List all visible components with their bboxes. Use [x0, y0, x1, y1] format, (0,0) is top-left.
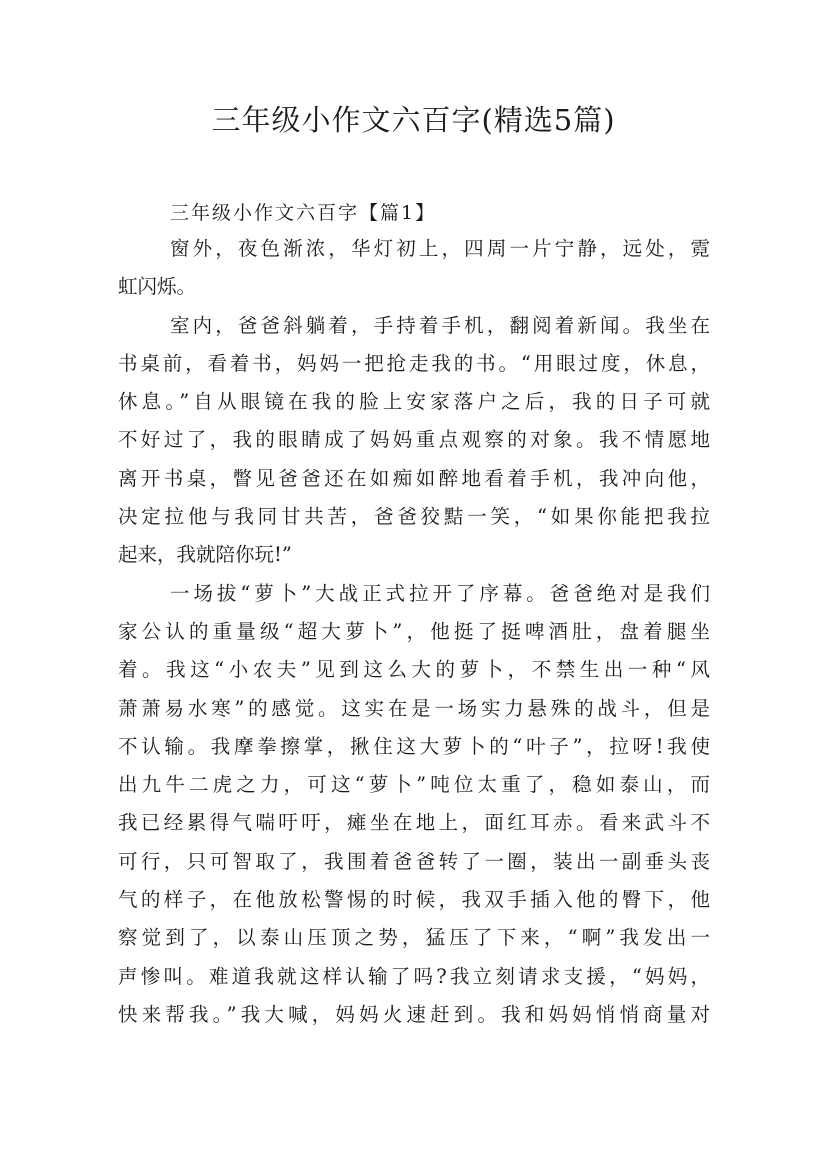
- text-line: 声惨叫。难道我就这样认输了吗?我立刻请求支援，“妈妈，: [118, 964, 710, 988]
- text-line: 虹闪烁。: [118, 275, 197, 299]
- document-body: [118, 196, 710, 1034]
- text-line: 起来，我就陪你玩!”: [118, 543, 292, 567]
- text-line: 家公认的重量级“超大萝卜”，他挺了挺啤酒肚，盘着腿坐: [118, 619, 710, 643]
- text-line: 不好过了，我的眼睛成了妈妈重点观察的对象。我不情愿地: [118, 428, 710, 452]
- text-line: 离开书桌，瞥见爸爸还在如痴如醉地看着手机，我冲向他，: [118, 466, 710, 490]
- text-line: 书桌前，看着书，妈妈一把抢走我的书。“用眼过度，休息，: [118, 351, 710, 375]
- text-line: 出九牛二虎之力，可这“萝卜”吨位太重了，稳如泰山，而: [118, 773, 710, 797]
- text-line: 着。我这“小农夫”见到这么大的萝卜，不禁生出一种“风: [118, 658, 710, 682]
- text-line: 休息。”自从眼镜在我的脸上安家落户之后，我的日子可就: [118, 390, 710, 414]
- text-line: 决定拉他与我同甘共苦，爸爸狡黠一笑，“如果你能把我拉: [118, 505, 710, 529]
- text-line: 可行，只可智取了，我围着爸爸转了一圈，装出一副垂头丧: [118, 849, 710, 873]
- text-line: 我已经累得气喘吁吁，瘫坐在地上，面红耳赤。看来武斗不: [118, 811, 710, 835]
- paragraph-1: [118, 230, 710, 307]
- section-heading: 三年级小作文六百字【篇1】: [170, 202, 437, 224]
- document-title: 三年级小作文六百字(精选5篇): [211, 103, 616, 137]
- text-line: 快来帮我。”我大喊，妈妈火速赶到。我和妈妈悄悄商量对: [118, 1002, 710, 1026]
- paragraph-2: [118, 307, 710, 575]
- text-line: 窗外，夜色渐浓，华灯初上，四周一片宁静，远处，霓: [170, 237, 710, 260]
- paragraph-3: [118, 575, 710, 1035]
- text-line: 不认输。我摩拳擦掌，揪住这大萝卜的“叶子”，拉呀!我使: [118, 734, 710, 758]
- text-line: 察觉到了，以泰山压顶之势，猛压了下来，“啊”我发出一: [118, 926, 710, 950]
- text-line: 气的样子，在他放松警惕的时候，我双手插入他的臀下，他: [118, 888, 710, 912]
- text-line: 萧萧易水寒”的感觉。这实在是一场实力悬殊的战斗，但是: [118, 696, 710, 720]
- text-line: 室内，爸爸斜躺着，手持着手机，翻阅着新闻。我坐在: [170, 313, 710, 337]
- text-line: 一场拔“萝卜”大战正式拉开了序幕。爸爸绝对是我们: [170, 581, 710, 605]
